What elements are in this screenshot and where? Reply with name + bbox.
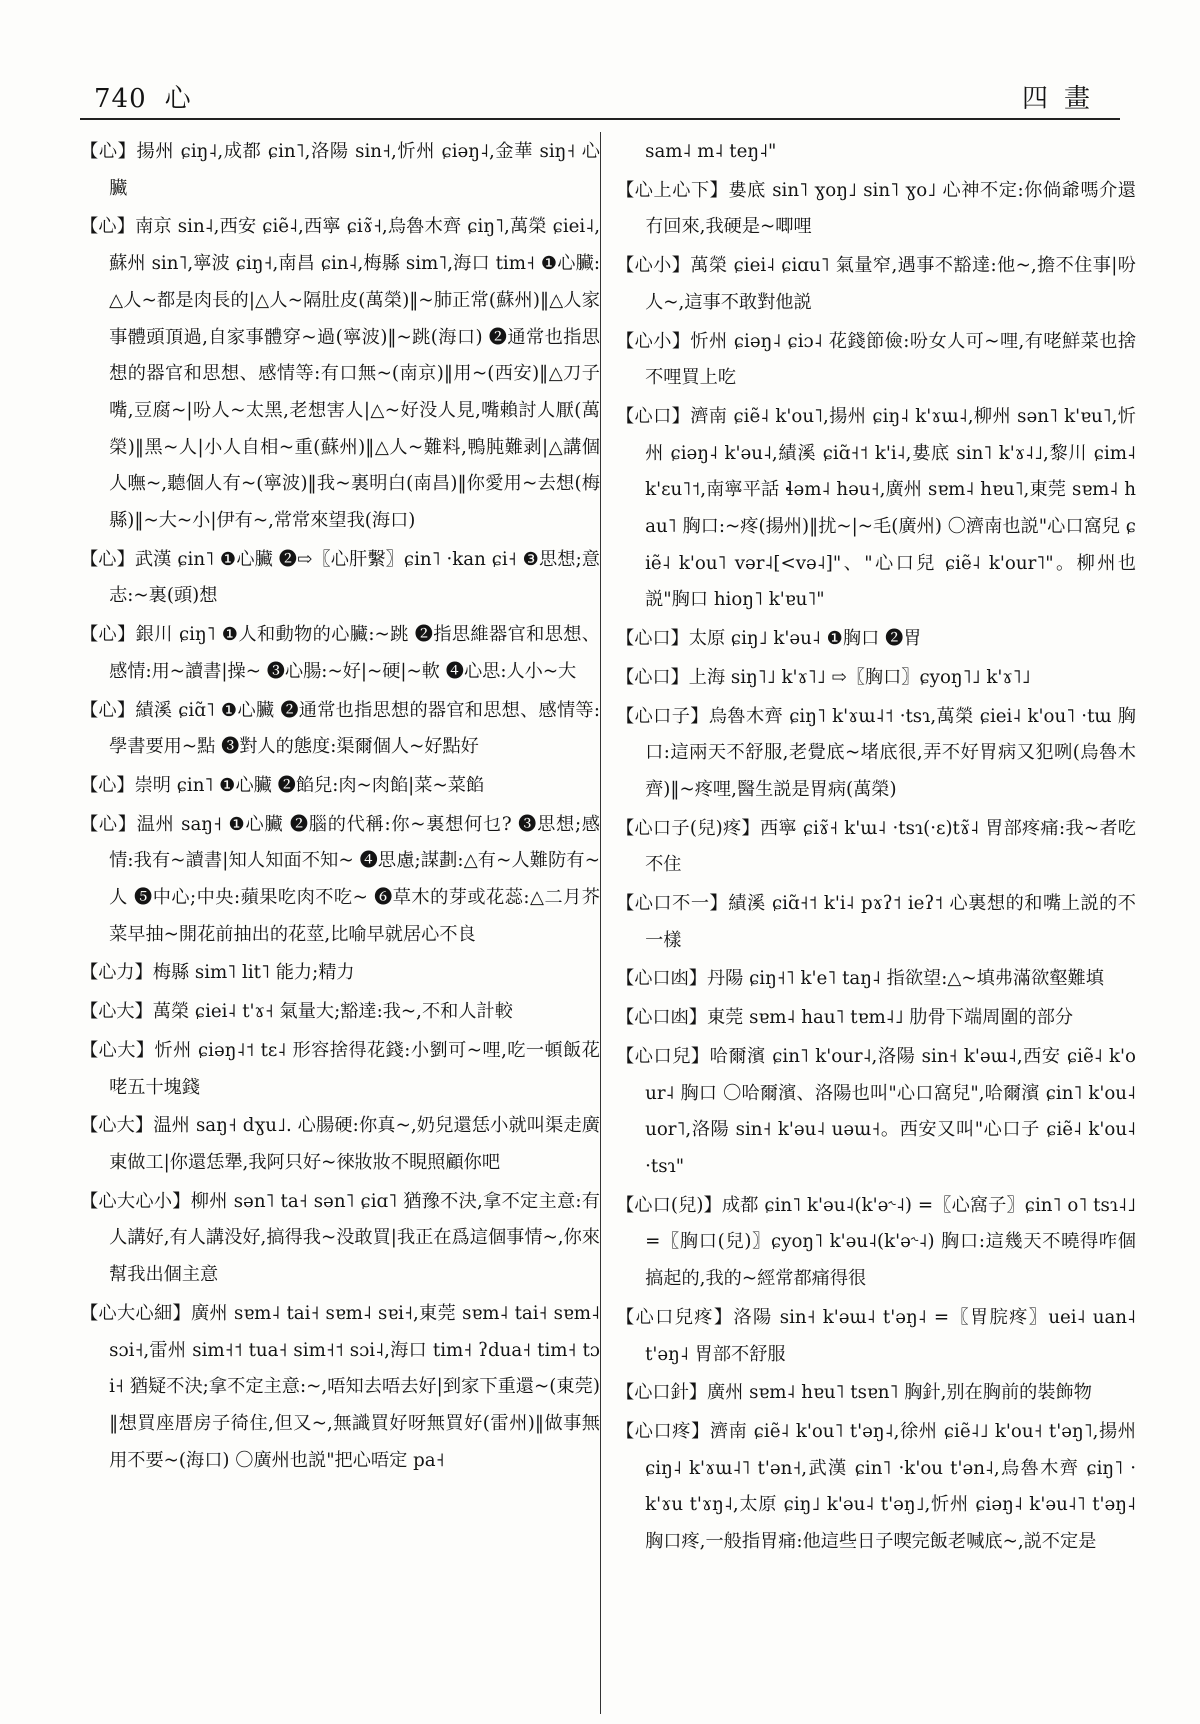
left-column	[80, 134, 600, 1714]
page-header	[80, 68, 1120, 120]
page-number: 740	[94, 84, 147, 114]
column-divider	[600, 132, 601, 1714]
dictionary-entry: 【心小】萬榮 ɕiei˨ ɕiɑu˥ 氣量窄,遇事不豁達:他~,擔不住事|吩人~,這事不敢對他説	[616, 255, 1136, 313]
dictionary-entry: 【心口】濟南 ɕiẽ˨ k'ou˥,揚州 ɕiŋ˨ k'ɤɯ˨,柳州 sən˥ k'ɐu˥,忻州 ɕiəŋ˨ k'əu˨,績溪 ɕiɑ̃˧˦ k'i˨,婁底 sin˥ k'ɤ˨˩,黎川 ɕim˨ k'ɛu˥˦,南寧平話 ɬəm˨ həu˧,廣州 sɐm˨ hɐu˥,東莞 sɐm˨ hau˥ 胸口:~疼(揚州)‖扰~|~毛(廣州) 〇濟南也説"心口窩兒 ɕiẽ˨ k'ou˥ vər˨[<və˨]"、"心口兒 ɕiẽ˨ k'our˥"。柳州也説"胸口 hioŋ˥ k'ɐu˥"	[616, 405, 1136, 611]
dictionary-entry: 【心】武漢 ɕin˥ ❶心臟 ❷⇨〖心肝繫〗ɕin˥ ·kan ɕi˧ ❸思想;意志:~裏(頭)想	[80, 548, 600, 607]
dictionary-entry: 【心上心下】婁底 sin˥ ɣoŋ˩ sin˥ ɣo˩ 心神不定:你倘爺嗎介還冇回來,我硬是~唧哩	[616, 179, 1136, 238]
dictionary-entry: 【心小】忻州 ɕiəŋ˨ ɕiɔ˨ 花錢節儉:吩女人可~哩,有咾鮮菜也捨不哩買上吃	[616, 330, 1136, 389]
dictionary-entry: 【心口疼】濟南 ɕiẽ˨ k'ou˥ t'əŋ˨,徐州 ɕiẽ˨˩ k'ou˧ t'əŋ˥,揚州 ɕiŋ˨ k'ɤɯ˨˥ t'ən˧,武漢 ɕin˥ ·k'ou t'ən˨,烏魯木齊 ɕiŋ˥ ·k'ɤu t'ɤŋ˨,太原 ɕiŋ˩ k'əu˨ t'əŋ˩,忻州 ɕiəŋ˨ k'əu˨˥ t'əŋ˨ 胸口疼,一般指胃痛:他這些日子喫完飯老喊底~,説不定是	[616, 1420, 1136, 1553]
stroke-section-label: 四畫	[1021, 84, 1106, 114]
dictionary-entry: 【心大心細】廣州 sɐm˨ tai˧ sɐm˨ sɐi˧,東莞 sɐm˨ tai˧ sɐm˨ sɔi˧,雷州 sim˧˦ tua˧ sim˧˦ sɔi˨,海口 tim˧ ʔdua˧ tim˧ tɔi˧ 猶疑不決;拿不定主意:~,唔知去唔去好|到家下重還~(東莞)‖想買座厝房子徛住,但又~,無識買好呀無買好(雷州)‖做事無用不要~(海口) 〇廣州也説"把心唔定 pa˧	[80, 1302, 600, 1471]
dictionary-entry: 【心大心小】柳州 sən˥ ta˧ sən˥ ɕiɑ˥ 猶豫不決,拿不定主意:有人講好,有人講没好,搞得我~没敢買|我正在爲這個事情~,你來幫我出個主意	[80, 1190, 600, 1286]
dictionary-entry: 【心口凼】丹陽 ɕiŋ˧˥ k'e˥ taŋ˨ 指欲望:△~填弗滿欲壑難填	[616, 968, 1104, 990]
dictionary-entry: 【心口兒疼】洛陽 sin˧ k'əɯ˨ t'əŋ˨ =〖胃脘疼〗uei˨ uan˨ t'əŋ˨ 胃部不舒服	[616, 1306, 1136, 1365]
dictionary-entry: 【心口子】烏魯木齊 ɕiŋ˥ k'ɤɯ˨˦ ·tsɿ,萬榮 ɕiei˨ k'ou˥ ·tɯ 胸口:這兩天不舒服,老覺底~堵底很,弄不好胃病又犯咧(烏魯木齊)‖~疼哩,醫生説是胃病(萬榮)	[616, 705, 1136, 800]
header-left	[94, 78, 192, 115]
right-column	[616, 134, 1136, 1714]
dictionary-entry: 【心】績溪 ɕiɑ̃˥ ❶心臟 ❷通常也指思想的器官和思想、感情等:學書要用~點 ❸對人的態度:渠爾個人~好點好	[80, 699, 600, 758]
dictionary-entry: 【心】揚州 ɕiŋ˨,成都 ɕin˥,洛陽 sin˧,忻州 ɕiəŋ˨,金華 siŋ˧ 心臟	[80, 141, 600, 199]
dictionary-entry: 【心口不一】績溪 ɕiɑ̃˧˦ k'i˨ pɤʔ˦ ieʔ˦ 心裏想的和嘴上説的不一樣	[616, 893, 1136, 951]
dictionary-entry: 【心口(兒)】成都 ɕin˥ k'əu˨(k'ə˞˨) =〖心窩子〗ɕin˥ o˥ tsɿ˨˩ =〖胸口(兒)〗ɕyoŋ˥ k'əu˨(k'ə˞˨) 胸口:這幾天不曉得咋個搞起的,我的~經常都痛得很	[616, 1194, 1136, 1290]
radical-label: 心	[164, 84, 192, 114]
dictionary-entry: 【心口針】廣州 sɐm˨ hɐu˥ tsɐn˥ 胸針,别在胸前的裝飾物	[616, 1382, 1092, 1404]
dictionary-entry: sam˨ m˨ teŋ˨"	[645, 141, 777, 162]
dictionary-entry: 【心】温州 saŋ˧ ❶心臟 ❷腦的代稱:你~裏想何乜? ❸思想;感情:我有~讀書|知人知面不知~ ❹思慮;謀劃:△有~人難防有~人 ❺中心;中央:蘋果吃肉不吃~ ❻草木的芽或花蕊:△二月芥菜早抽~開花前抽出的花莖,比喻早就居心不良	[80, 813, 600, 945]
dictionary-entry: 【心】崇明 ɕin˥ ❶心臟 ❷餡兒:肉~肉餡|菜~菜餡	[80, 774, 485, 796]
dictionary-entry: 【心】銀川 ɕiŋ˥ ❶人和動物的心臟:~跳 ❷指思維器官和思想、感情:用~讀書|操~ ❸心腸:~好|~硬|~軟 ❹心思:人小~大	[80, 624, 600, 682]
dictionary-entry: 【心口】太原 ɕiŋ˩ k'əu˨ ❶胸口 ❷胃	[616, 628, 922, 650]
dictionary-entry: 【心大】温州 saŋ˧ dɣu˩. 心腸硬:你真~,奶兒還恁小就叫渠走廣東做工|你還恁犟,我阿只好~徠妝妝不睍照顧你吧	[80, 1115, 600, 1173]
dictionary-entry: 【心力】梅縣 sim˥ lit˥ 能力;精力	[80, 962, 355, 984]
dictionary-entry: 【心口】上海 siŋ˥˩ k'ɤ˥˩ ⇨〖胸口〗ɕyoŋ˥˩ k'ɤ˥˩	[616, 666, 1031, 688]
dictionary-entry: 【心口凼】東莞 sɐm˨ hau˥ tɐm˨˩ 肋骨下端周圍的部分	[616, 1007, 1074, 1029]
dictionary-entry: 【心大】萬榮 ɕiei˨ t'ɤ˧ 氣量大;豁達:我~,不和人計較	[80, 1001, 513, 1023]
dictionary-entry: 【心大】忻州 ɕiəŋ˨˦ tɛ˨ 形容捨得花錢:小劉可~哩,吃一頓飯花咾五十塊錢	[80, 1039, 600, 1098]
dictionary-entry: 【心口子(兒)疼】西寧 ɕiɤ̃˧ k'ɯ˨ ·tsɿ(·ɛ)tɤ̃˨ 胃部疼痛:我~者吃不住	[616, 817, 1136, 876]
dictionary-entry: 【心口兒】哈爾濱 ɕin˥ k'our˨,洛陽 sin˧ k'əɯ˨,西安 ɕiẽ˨ k'our˨ 胸口 〇哈爾濱、洛陽也叫"心口窩兒",哈爾濱 ɕin˥ k'ou˨ uor˥,洛陽 sin˧ k'əu˨ uəɯ˧。西安又叫"心口子 ɕiẽ˨ k'ou˨ ·tsɿ"	[616, 1045, 1136, 1177]
dictionary-entry: 【心】南京 sin˨,西安 ɕiẽ˨,西寧 ɕiɤ̃˧,烏魯木齊 ɕiŋ˥,萬榮 ɕiei˨,蘇州 sin˥,寧波 ɕiŋ˧,南昌 ɕin˨,梅縣 sim˥,海口 tim˧ ❶心臟:△人~都是肉長的|△人~隔肚皮(萬榮)‖~肺正常(蘇州)‖△人家事體頭頂過,自家事體穿~過(寧波)‖~跳(海口) ❷通常也指思想的器官和思想、感情等:有口無~(南京)‖用~(西安)‖△刀子嘴,豆腐~|吩人~太黑,老想害人|△~好没人見,嘴賴討人厭(萬榮)‖黑~人|小人自相~重(蘇州)‖△人~難料,鴨肫難剥|△講個人嘸~,聽個人有~(寧波)‖我~裏明白(南昌)‖你愛用~去想(梅縣)‖~大~小|伊有~,常常來望我(海口)	[80, 216, 600, 532]
